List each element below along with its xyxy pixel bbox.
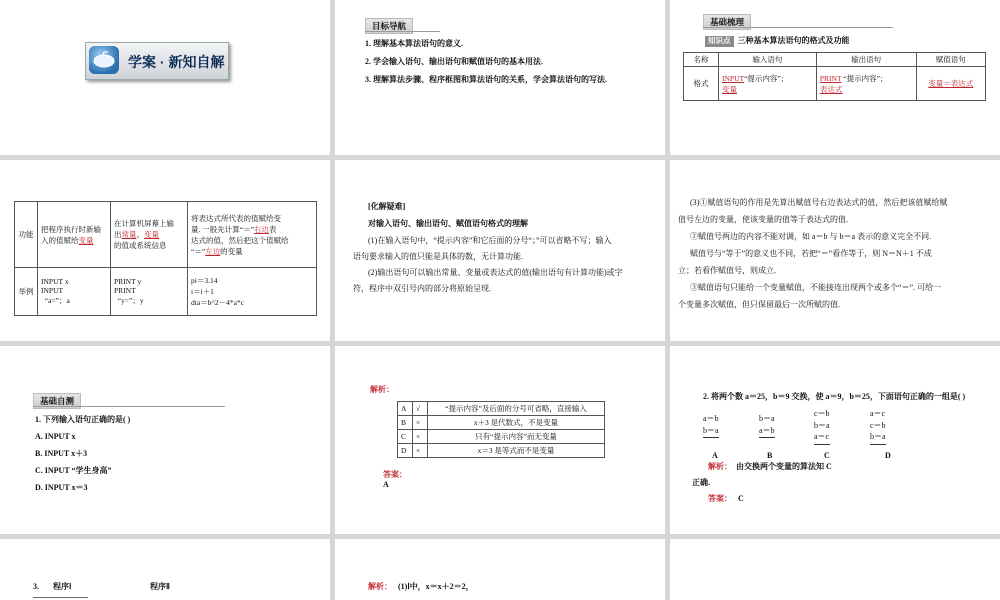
slide-assign-notes[interactable] [670,160,1000,341]
choice-box-b: b＝a a＝b [759,413,775,438]
slide-title[interactable] [0,0,330,155]
clarify-subheading: 对输入语句、输出语句、赋值语句格式的理解 [368,219,528,228]
goal-item: 3. 理解算法步骤、程序框图和算法语句的关系，学会算法语句的写法. [365,75,607,84]
choice-letter: D [885,451,891,460]
divider [33,597,88,598]
reason: x＋3 是代数式，不是变量 [428,416,605,430]
print-example: PRINT y PRINT “y=”；y [111,268,188,316]
input-example: INPUT x INPUT “a=”；a [38,268,111,316]
option-b: B. INPUT x＋3 [35,449,88,458]
divider [365,31,440,32]
option-letter: A [398,402,413,416]
slide-basics[interactable] [670,0,1000,155]
answer-line: 答案： C [708,494,744,503]
reason: 只有“提示内容”而无变量 [428,430,605,444]
explanation-line: 解析： (1)Ⅰ中，x＝x＋2＝2， [368,582,474,591]
format-table [683,52,986,101]
mouse-icon [89,46,119,74]
slide-blank[interactable] [670,539,1000,600]
paragraph-line: 立；若看作赋值号，则成立. [678,266,776,275]
answer-value: A [383,480,389,489]
choice-letter: A [712,451,718,460]
assign-example: pi＝3.14 i＝i＋1 dta＝b^2－4*a*c [188,268,317,316]
slide-clarify[interactable] [335,160,665,341]
question-number: 3. [33,582,39,591]
option-d: D. INPUT x＝3 [35,483,88,492]
option-letter: C [398,430,413,444]
choice-letter: C [824,451,830,460]
paragraph-line: ②赋值号两边的内容不能对调，如 a＝b 与 b＝a 表示的意义完全不同. [690,232,932,241]
slide-quiz-1[interactable] [0,346,330,534]
choice-letter: B [767,451,773,460]
explanation-line: 解析： 由交换两个变量的算法知 C [708,462,832,471]
row-label: 功能 [15,202,38,268]
header-cell: 输入语句 [719,53,817,67]
slide-quiz-3[interactable] [0,539,330,600]
input-function: 把程序执行时新输 入的值赋给变量 [38,202,111,268]
choice-box-c: c＝b b＝a a＝c [814,408,830,445]
choice-box-a: a＝b b＝a [703,413,719,438]
paragraph-line: 赋值号与“等于”的意义也不同，若把“＝”看作等于，则 N＝N＋1 不成 [690,249,932,258]
paragraph-line: 个变量多次赋值，但只保留最后一次所赋的值. [678,300,840,309]
knowledge-title: 三种基本算法语句的格式及功能 [737,36,850,45]
mark: × [413,416,428,430]
header-cell: 输出语句 [816,53,916,67]
goal-item: 1. 理解基本算法语句的意义. [365,39,463,48]
reason: “提示内容”及后面的分号可省略，直接输入 [428,402,605,416]
program-2-label: 程序Ⅱ [150,582,170,591]
section-tag: 基础梳理 [703,14,751,30]
title-banner [85,42,229,80]
divider [33,406,225,407]
slide-quiz-1-answer[interactable] [335,346,665,534]
reason: x＝3 是等式而不是变量 [428,444,605,458]
program-1-label: 程序Ⅰ [53,582,72,591]
question-text: 2. 将两个数 a＝25，b＝9 交换，使 a＝9，b＝25，下面语句正确的一组是( ) [703,392,966,401]
option-c: C. INPUT “学生身高” [35,466,112,475]
clarify-heading: [化解疑难] [368,202,406,211]
option-letter: B [398,416,413,430]
section-tag: 基础自测 [33,393,81,409]
mark: × [413,444,428,458]
divider [703,27,893,28]
explanation-label: 解析： [370,385,394,394]
assign-function: 将表达式所代表的值赋给变 量. 一般先计算“＝”右边表 达式的值，然后把这个值赋给 “＝”左边的变量 [188,202,317,268]
print-function: 在计算机屏幕上输 出常量、变量 的值或系统信息 [111,202,188,268]
row-label: 格式 [684,67,719,101]
question-text: 1. 下列输入语句正确的是( ) [35,415,131,424]
paragraph-line: 值号左边的变量，使该变量的值等于表达式的值. [678,215,848,224]
option-a: A. INPUT x [35,432,76,441]
header-cell: 名称 [684,53,719,67]
section-tag: 目标导航 [365,18,413,34]
answer-table [397,401,605,458]
slide-quiz-3-answer[interactable] [335,539,665,600]
slide-quiz-2[interactable] [670,346,1000,534]
knowledge-badge: 知识点 [705,36,734,47]
option-letter: D [398,444,413,458]
goal-item: 2. 学会输入语句、输出语句和赋值语句的基本用法. [365,57,543,66]
mark: × [413,430,428,444]
explanation-line: 正确. [692,478,710,487]
row-label: 举例 [15,268,38,316]
paragraph-line: 语句要求输入的值只能是具体的数，无计算功能. [353,252,523,261]
knowledge-heading [705,35,850,47]
paragraph-line: (1)在输入语句中，“提示内容”和它后面的分号“；”可以省略不写；输入 [368,236,612,245]
function-table [14,201,317,316]
banner-title: 学案 · 新知自解 [128,54,225,70]
slide-goals[interactable] [335,0,665,155]
answer-label: 答案： [383,470,407,479]
assign-format: 变量＝表达式 [916,67,985,101]
paragraph-line: (2)输出语句可以输出常量、变量或表达式的值(输出语句有计算功能)或字 [368,268,623,277]
paragraph-line: (3)①赋值语句的作用是先算出赋值号右边表达式的值，然后把该值赋给赋 [690,198,948,207]
slide-function-table[interactable] [0,160,330,341]
mark: √ [413,402,428,416]
print-format: PRINT “提示内容”； 表达式 [816,67,916,101]
choice-box-d: a＝c c＝b b＝a [870,408,886,445]
input-format: INPUT“提示内容”； 变量 [719,67,817,101]
paragraph-line: 符，程序中双引号内的部分将原始呈现. [353,284,491,293]
header-cell: 赋值语句 [916,53,985,67]
paragraph-line: ③赋值语句只能给一个变量赋值，不能接连出现两个或多个“＝”. 可给一 [690,283,942,292]
